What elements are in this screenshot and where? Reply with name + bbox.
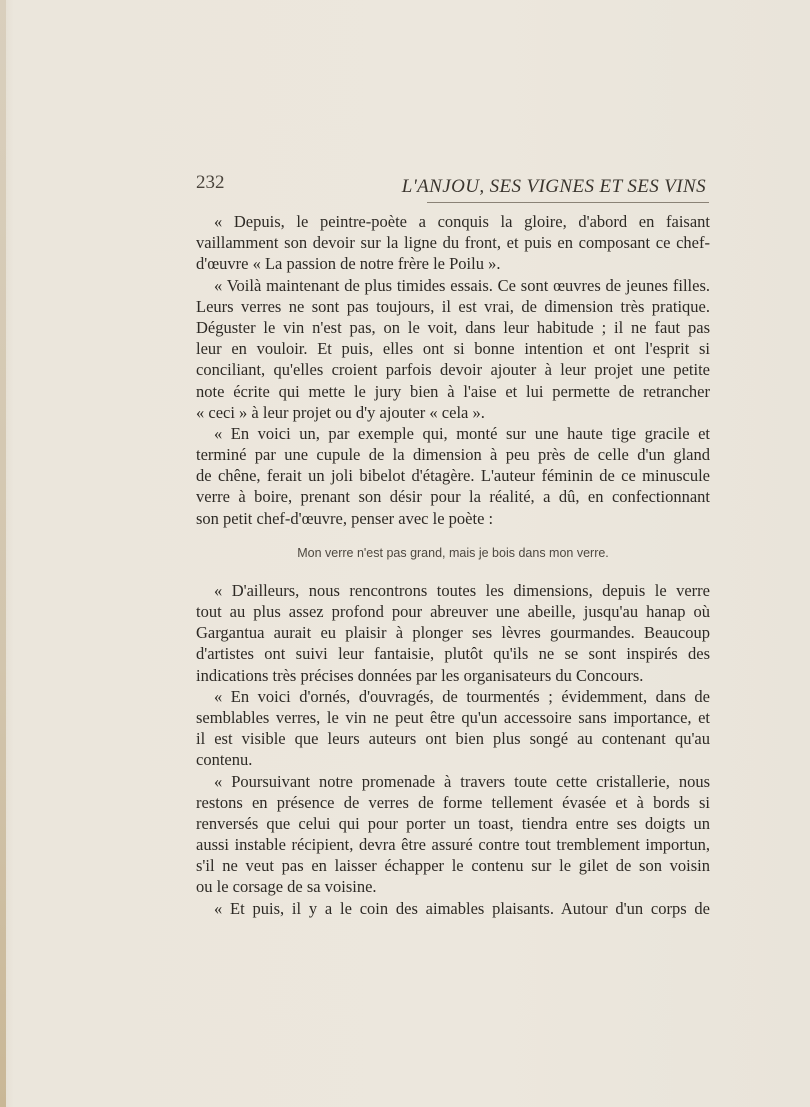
text-line: indications très précises données par les organisateurs du Concours. — [196, 665, 644, 685]
page-spine-edge — [0, 0, 6, 1107]
text-line: aussi instable récipient, devra être assuré contre tout tremblement importun, — [196, 835, 710, 855]
text-line: « Et puis, il y a le coin des aimables plaisants. Autour d'un corps de — [214, 898, 710, 918]
text-line: ou le corsage de sa voisine. — [196, 877, 377, 897]
text-line: vaillamment son devoir sur la ligne du front, et puis en composant ce chef- — [196, 233, 710, 253]
text-line: conciliant, qu'elles croient parfois devoir ajouter à leur projet une petite — [196, 360, 710, 380]
text-line: il est visible que leurs auteurs ont bien plus songé au contenant qu'au — [196, 729, 710, 749]
text-line: « ceci » à leur projet ou d'y ajouter « cela ». — [196, 402, 485, 422]
page-number: 232 — [196, 172, 225, 193]
paragraph — [196, 423, 710, 529]
text-line: contenu. — [196, 750, 253, 770]
text-line: « En voici d'ornés, d'ouvragés, de tourmentés ; évidemment, dans de — [214, 686, 710, 706]
running-title: L'ANJOU, SES VIGNES ET SES VINS — [401, 176, 706, 197]
paragraph — [196, 771, 710, 898]
paragraph — [196, 898, 710, 919]
text-line: d'œuvre « La passion de notre frère le Poilu ». — [196, 254, 501, 274]
text-line: Gargantua aurait eu plaisir à plonger ses lèvres gourmandes. Beaucoup — [196, 623, 710, 643]
paragraph — [196, 686, 710, 771]
body-text — [196, 211, 710, 919]
text-line: de chêne, ferait un joli bibelot d'étagère. L'auteur féminin de ce minuscule — [196, 466, 710, 486]
text-line: leur en vouloir. Et puis, elles ont si bonne intention et ont l'esprit si — [196, 339, 710, 359]
verse-quote: Mon verre n'est pas grand, mais je bois dans mon verre. — [297, 545, 609, 560]
text-line: semblables verres, le vin ne peut être qu'un accessoire sans importance, et — [196, 707, 710, 727]
text-line: « En voici un, par exemple qui, monté sur une haute tige gracile et — [214, 423, 710, 443]
paragraph — [196, 211, 710, 275]
text-line: « Voilà maintenant de plus timides essais. Ce sont œuvres de jeunes filles. — [214, 275, 710, 295]
text-line: s'il ne veut pas en laisser échapper le contenu sur le gilet de son voisin — [196, 856, 710, 876]
text-line: « Poursuivant notre promenade à travers toute cette cristallerie, nous — [214, 771, 710, 791]
header-rule — [427, 202, 709, 203]
text-line: son petit chef-d'œuvre, penser avec le poète : — [196, 508, 494, 528]
text-line: « Depuis, le peintre-poète a conquis la gloire, d'abord en faisant — [214, 212, 710, 231]
text-line: verre à boire, prenant son désir pour la réalité, a dû, en confectionnant — [196, 487, 710, 507]
page-header — [196, 172, 710, 204]
text-line: Déguster le vin n'est pas, on le voit, dans leur habitude ; il ne faut pas — [196, 317, 710, 337]
text-line: Leurs verres ne sont pas toujours, il est vrai, de dimension très pratique. — [196, 296, 710, 316]
text-line: « D'ailleurs, nous rencontrons toutes les dimensions, depuis le verre — [214, 580, 710, 600]
text-line: renversés que celui qui pour porter un toast, tiendra entre ses doigts un — [196, 813, 710, 833]
text-line: tout au plus assez profond pour abreuver une abeille, jusqu'au hanap où — [196, 602, 710, 621]
text-line: note écrite qui mette le jury bien à l'aise et lui permette de retrancher — [196, 381, 710, 401]
text-line: d'artistes ont suivi leur fantaisie, plutôt qu'ils ne se sont inspirés des — [196, 644, 710, 664]
text-line: restons en présence de verres de forme tellement évasée et à bords si — [196, 792, 710, 812]
paragraph — [196, 580, 710, 686]
paragraph — [196, 275, 710, 423]
text-line: terminé par une cupule de la dimension à peu près de celle d'un gland — [196, 445, 710, 465]
